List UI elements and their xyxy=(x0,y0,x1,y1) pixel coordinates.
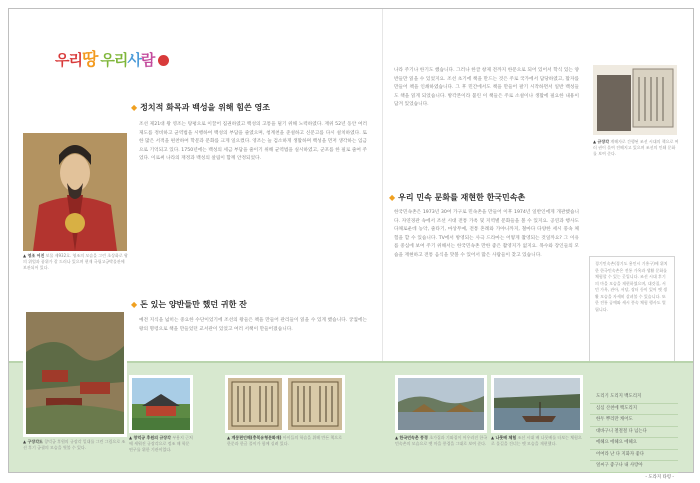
book-caption-title: 규장각 xyxy=(597,139,609,144)
logo-flower-icon xyxy=(158,55,169,66)
lyric-author: - 도라지 타령 - xyxy=(590,473,678,483)
diamond-bullet-icon: ◆ xyxy=(131,103,137,112)
folk-village-image xyxy=(395,375,487,433)
logo-part-5: 람 xyxy=(141,49,155,70)
palace-image xyxy=(129,375,193,433)
book-page-image-1 xyxy=(225,375,285,433)
section1-title: 정치적 화목과 백성을 위해 힘쓴 영조 xyxy=(140,103,270,112)
section2-title: 돈 있는 양반들만 했던 귀한 잔 xyxy=(140,300,247,309)
section3-heading xyxy=(389,192,525,203)
info-box: 경기민속촌(경기도 용인시 기흥구)에 위치한 한국민속촌은 전통 가옥과 생활 문화를 체험할 수 있는 곳입니다. 조선 시대 후기의 마을 모습을 재현하였으며, 대갓집, 서민 가옥, 관아, 서당, 장터 등이 있어 옛 생활 모습을 자세히 살펴볼 수 있습니다. 또한 전통 공예와 세시 풍속 체험 행사도 열립니다. xyxy=(589,256,675,364)
portrait-caption-title: 영조 어진 xyxy=(27,253,44,258)
lyric-line-5: 에헤요 에헤요 에헤요 xyxy=(590,438,678,450)
section3-body: 한국민속촌은 1973년 30여 가구로 민속촌을 만들어 이후 1974년 일반인에게 개관했습니다. 자연경관 속에서 조선 시대 전통 가옥 및 지역별 문화들을 볼 수 있지요. 공연과 행사도 다채로운데 농악, 줄타기, 마상무예, 전통 혼례와 가야니까지, 철마다 다양한 세시 풍속 체험을 할 수 있습니다. TV에서 방영되는 사극 드라마는 어떻게 촬영되는 것일까요? 그 이유를 중심에 보여 주기 위해서는 한국민속촌 만한 좋은 촬영지가 없지요. 목수와 장인들의 모습을 재현하고 전통 음식을 맛볼 수 있어서 많은 사람들이 찾고 있습니다. xyxy=(394,209,579,361)
section1-body: 조선 제21대 왕 영조는 탕평으로 이끌어 집권하였고 백성의 고통을 덜기 위해 노력하였다. 재위 52년 동안 여러 제도를 정비하고 균역법을 시행하여 백성의 부담을 줄였으며, 청계천을 준설하고 신문고를 다시 설치하였다. 또한 많은 서적을 편찬하여 학문과 문화를 크게 일으켰다. 영조는 늘 검소하게 생활하며 백성을 먼저 생각하는 임금으로 기억되고 있다. 1750년에는 백성의 세금 부담을 줄이기 위해 균역법을 실시하였고, 군포를 한 필로 줄여 주었다. 이로써 나라의 재정과 백성의 살림이 함께 안정되었다. xyxy=(139,121,367,301)
section1-heading xyxy=(131,102,270,113)
diamond-bullet-icon: ◆ xyxy=(389,193,395,202)
lyric-line-2: 심심 산천에 백도리지 xyxy=(590,404,678,416)
logo-part-2: 땅 xyxy=(82,45,97,70)
magazine-spread xyxy=(8,8,694,473)
logo-part-4: 사 xyxy=(127,49,141,70)
section2-heading xyxy=(131,299,247,310)
book-page-image-2 xyxy=(285,375,345,433)
portrait-caption-text: 보물 제932호. 영조의 모습을 그린 초상화로 왕의 위엄과 품위가 잘 드러나 있으며 현재 국립고궁박물관에 보관되어 있다. xyxy=(23,253,128,270)
lyric-line-4: 대바구니 철철철 다 넘는다 xyxy=(590,427,678,439)
king-portrait-image xyxy=(23,133,127,251)
lyric-line-6: 어여라 난 다 지화자 좋다 xyxy=(590,450,678,462)
ferry-image xyxy=(491,375,583,433)
logo-part-1: 우리 xyxy=(55,49,82,70)
bottom-caption-5: ▲ 나룻배 체험 조선 시대 배 나룻배를 타보는 체험으로 물길을 건너는 옛 모습을 재현했다. xyxy=(491,435,585,467)
book-caption: ▲ 규장각 계해자로 간행된 조선 시대의 책으로 여러 권이 묶여 전해지고 있으며 조선의 인쇄 문화를 보여 준다. xyxy=(593,139,679,181)
old-books-image xyxy=(593,65,677,135)
lyric-line-1: 도리기 도리지 백도리지 xyxy=(590,392,678,404)
diamond-bullet-icon: ◆ xyxy=(131,300,137,309)
lyric-line-3: 한두 뿌리만 캐어도 xyxy=(590,415,678,427)
section-logo xyxy=(55,45,169,70)
column2-top-text: 나라 주기나 한기도 했습니다. 그러나 한글 창제 전까지 한문으로 되어 있어서 학식 있는 양반들만 읽을 수 있었지요. 조선 초기에 책을 만드는 것은 주로 국가에서 담당하였고, 활자를 만들어 책을 인쇄하였습니다. 그 후 민간에서도 책을 만들어 팔기 시작하면서 일반 백성들도 책을 읽게 되었습니다. 방각본이라 불린 이 책들은 주로 소설이나 생활에 필요한 내용이 담겨 있었습니다. xyxy=(394,67,579,185)
lyric-line-7: 얼씨구 좋구나 내 사랑아 xyxy=(590,461,678,473)
bottom-caption-2: ▲ 창덕궁 후원의 규장각 부용지 근처에 세워진 규장각으로 정조 때 학문 연구를 위한 기관이었다. xyxy=(129,435,193,467)
bottom-caption-1: ▲ 구장각도 창덕궁 후원의 규장각 일대를 그린 그림으로 조선 후기 궁궐의 모습을 엿볼 수 있다. xyxy=(23,439,127,469)
bottom-caption-3: ▲ 계몽편언해(충북유형문화재) 아이들의 학습을 위해 만든 책으로 한문과 한글 풀이가 함께 실려 있다. xyxy=(227,435,345,467)
painting-image xyxy=(23,309,127,437)
bottom-caption-4: ▲ 한국민속촌 풍경 초가집과 기와집이 어우러진 한국민속촌의 모습으로 옛 마을 풍경을 그대로 보여 준다. xyxy=(395,435,489,467)
section3-title: 우리 민속 문화를 재현한 한국민속촌 xyxy=(398,193,525,202)
book-caption-text: 계해자로 간행된 조선 시대의 책으로 여러 권이 묶여 전해지고 있으며 조선의 인쇄 문화를 보여 준다. xyxy=(593,139,679,156)
portrait-caption: ▲ 영조 어진 보물 제932호. 영조의 모습을 그린 초상화로 왕의 위엄과 품위가 잘 드러나 있으며 현재 국립고궁박물관에 보관되어 있다. xyxy=(23,253,129,283)
section2-body: 예전 지식을 넓히는 중요한 수단이었기에 조선의 왕들은 책을 만들어 관리들이 읽을 수 있게 했습니다. 궁궐에는 왕의 명령으로 책을 만들었던 교서관이 있었고 여러 서책이 만들어졌습니다. xyxy=(139,317,367,357)
folk-song-lyrics xyxy=(590,392,678,483)
logo-part-3: 우리 xyxy=(100,49,127,70)
